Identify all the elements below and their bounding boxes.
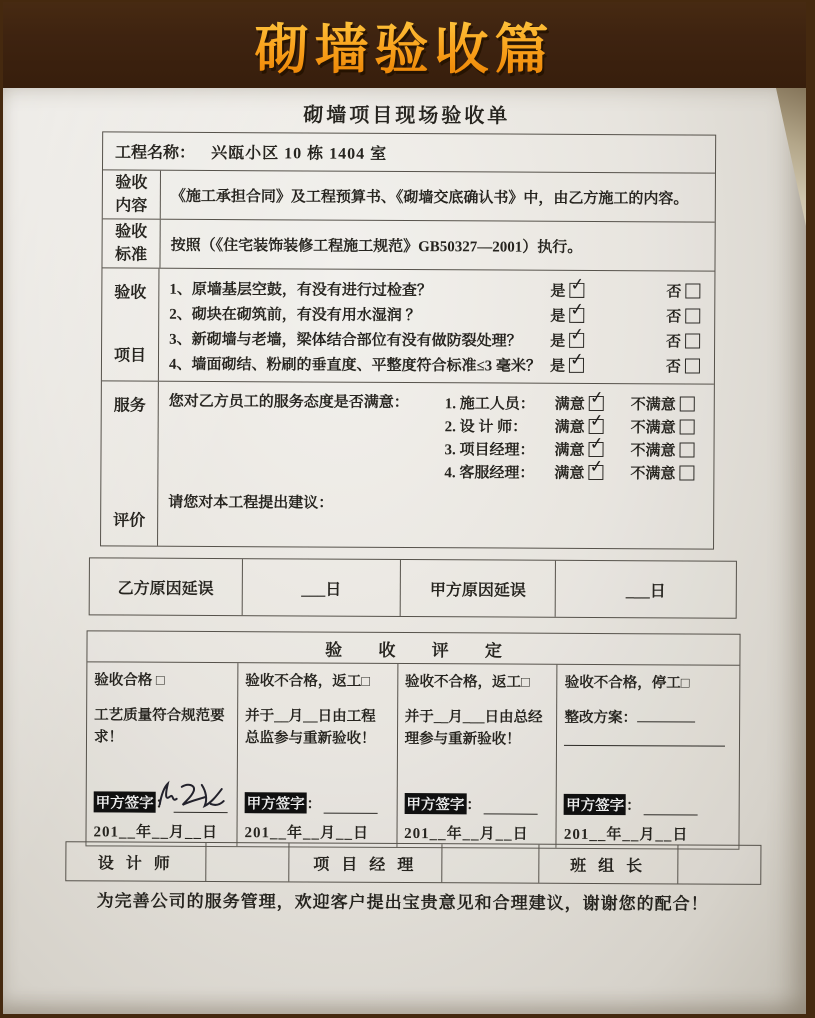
label-line: 标准	[114, 246, 148, 264]
inspection-question-row	[169, 351, 704, 379]
inspection-question-row	[169, 326, 704, 354]
no-option	[666, 305, 700, 326]
rating-row	[444, 387, 704, 415]
unsatisfied-checkbox	[680, 442, 695, 457]
inspection-items-cell	[159, 269, 715, 384]
check-mark-icon: ✓	[588, 433, 605, 455]
yes-label: 是	[550, 333, 566, 350]
yes-option	[550, 324, 586, 351]
paper-sheet	[3, 88, 806, 1014]
no-option	[666, 330, 700, 351]
banner-title: 砌墙验收篇	[255, 7, 555, 84]
yes-checkbox	[569, 274, 586, 298]
question-text: 3、新砌墙与老墙，梁体结合部位有没有做防裂处理？	[169, 331, 522, 350]
inspection-question-row	[169, 276, 704, 304]
blank-line	[564, 729, 725, 747]
blank-line	[637, 709, 695, 722]
unsatisfied-checkbox	[679, 465, 694, 480]
rating-name: 1. 施工人员：	[444, 396, 535, 413]
evaluation-option-title: 验收合格 □	[94, 672, 165, 689]
yes-option	[550, 274, 586, 301]
yes-label: 是	[550, 308, 566, 325]
designer-label-cell: 设 计 师	[97, 854, 174, 873]
sign-row	[404, 772, 549, 823]
party-a-sign-label: 甲方签字	[94, 791, 156, 812]
footer-note: 为完善公司的服务管理，欢迎客户提出宝贵意见和合理建议，谢谢您的配合！	[96, 891, 709, 914]
no-option	[666, 355, 700, 376]
satisfied-checkbox	[588, 387, 606, 411]
party-b-delay-label: 乙方原因延误	[117, 579, 214, 598]
label-line: 内容	[115, 197, 148, 215]
party-a-sign-label: 甲方签字	[404, 793, 466, 814]
sign-row	[94, 770, 230, 821]
no-label: 否	[666, 334, 682, 351]
acceptance-content-label	[103, 170, 161, 218]
sign-colon: ：	[306, 796, 322, 813]
check-mark-icon: ✓	[588, 456, 605, 478]
no-checkbox	[685, 283, 700, 298]
label-line: 服务	[113, 397, 146, 415]
form-title: 砌墙项目现场验收单	[303, 104, 511, 128]
rating-row	[444, 410, 704, 438]
project-name-row	[103, 132, 715, 172]
unsatisfied-checkbox	[680, 419, 695, 434]
no-checkbox	[685, 333, 700, 348]
acceptance-standard-text: 按照（《住宅装饰装修工程施工规范》GB50327—2001）执行。	[170, 237, 583, 256]
project-manager-label-cell: 项 目 经 理	[288, 843, 441, 882]
yes-no-group	[549, 349, 704, 377]
check-mark-icon: ✓	[569, 299, 586, 321]
yes-option	[550, 299, 586, 326]
evaluation-column-stop-work	[556, 665, 740, 849]
evaluation-option-body	[564, 707, 732, 774]
check-mark-icon: ✓	[569, 324, 586, 346]
sign-colon: ：	[155, 795, 171, 812]
yes-checkbox	[569, 324, 586, 348]
designer-sign-cell	[205, 843, 288, 881]
evaluation-option-body: 并于__月__日由工程总监参与重新验收！	[244, 708, 376, 747]
no-label: 否	[665, 359, 682, 376]
check-mark-icon: ✓	[588, 387, 606, 409]
handwritten-signature	[156, 779, 228, 815]
yes-option	[549, 349, 586, 376]
unsatisfied-label: 不满意	[630, 466, 676, 483]
date-line: 201__年__月__日	[563, 826, 689, 844]
yes-no-group	[550, 274, 704, 302]
check-mark-icon: ✓	[569, 274, 586, 296]
foreman-sign-cell	[677, 845, 760, 883]
yes-checkbox	[569, 349, 586, 373]
evaluation-column-pass	[86, 662, 237, 846]
question-text: 4、墙面砌结、粉刷的垂直度、平整度符合标准≤3 毫米？	[168, 356, 542, 375]
rectification-plan-label: 整改方案：	[564, 709, 638, 727]
label-line: 验收	[115, 223, 148, 241]
service-evaluation-label	[101, 381, 159, 545]
inspection-question-row	[169, 301, 704, 329]
satisfied-label: 满意	[554, 396, 585, 413]
rating-name: 4. 客服经理：	[444, 465, 535, 482]
service-question: 您对乙方员工的服务态度是否满意：	[168, 393, 409, 412]
evaluation-option-body: 工艺质量符合规范要求！	[93, 707, 225, 746]
satisfied-label: 满意	[554, 419, 585, 436]
question-text: 2、砌块在砌筑前，有没有用水湿润 ？	[169, 306, 421, 325]
label-line: 项目	[113, 347, 147, 365]
acceptance-content-cell	[161, 171, 715, 222]
check-mark-icon: ✓	[588, 410, 605, 432]
rating-name: 3. 项目经理：	[444, 442, 535, 459]
sign-row	[564, 773, 732, 824]
unsatisfied-label: 不满意	[630, 397, 676, 414]
rating-row	[444, 433, 703, 461]
label-line: 验收	[115, 174, 148, 192]
evaluation-option-title: 验收不合格，返工□	[404, 674, 530, 691]
rating-row	[444, 456, 703, 484]
evaluation-table	[85, 630, 740, 849]
unsatisfied-checkbox	[680, 396, 695, 411]
acceptance-content-row	[103, 169, 715, 221]
sign-row	[245, 771, 390, 822]
label-line: 评价	[113, 512, 146, 530]
project-name-label: 工程名称：	[115, 144, 196, 162]
inspection-items-label	[102, 268, 160, 380]
party-a-delay-label: 甲方原因延误	[400, 560, 555, 617]
satisfied-checkbox	[588, 433, 605, 457]
party-a-delay-days: ___日	[555, 561, 736, 618]
form-content	[3, 88, 806, 1014]
date-line: 201__年__月__日	[93, 824, 219, 842]
check-mark-icon: ✓	[569, 349, 586, 371]
date-line: 201__年__月__日	[244, 825, 370, 842]
rating-name: 2. 设 计 师：	[444, 419, 528, 436]
evaluation-column-rework-supervisor	[236, 663, 397, 847]
satisfied-checkbox	[588, 410, 605, 434]
yes-no-group	[550, 299, 704, 327]
acceptance-standard-cell	[160, 220, 714, 271]
satisfied-option	[554, 456, 630, 483]
unsatisfied-label: 不满意	[630, 443, 676, 460]
yes-no-group	[550, 324, 704, 352]
acceptance-standard-row	[102, 218, 714, 270]
unsatisfied-option	[631, 416, 695, 437]
signature-line	[644, 801, 698, 815]
sign-colon: ：	[626, 798, 641, 815]
inspection-items-row	[102, 267, 715, 383]
no-label: 否	[666, 284, 682, 301]
party-a-sign-label: 甲方签字	[564, 794, 626, 815]
no-checkbox	[685, 358, 700, 373]
acceptance-standard-label	[102, 219, 160, 267]
no-label: 否	[666, 309, 682, 326]
suggestion-label: 请您对本工程提出建议：	[168, 494, 334, 512]
sign-colon: ：	[466, 797, 481, 814]
foreman-label-cell: 班 组 长	[538, 845, 677, 884]
yes-label: 是	[549, 358, 566, 375]
header-banner	[3, 2, 806, 88]
service-evaluation-row	[101, 380, 714, 548]
roles-table	[65, 841, 761, 885]
evaluation-header: 验 收 评 定	[87, 631, 739, 665]
acceptance-content-text: 《施工承担合同》及工程预算书、《砌墙交底确认书》中，由乙方施工的内容。	[170, 188, 689, 207]
project-manager-sign-cell	[441, 844, 538, 883]
evaluation-option-title: 验收不合格，返工□	[245, 673, 371, 690]
signature-line	[324, 800, 378, 814]
unsatisfied-label: 不满意	[630, 420, 676, 437]
unsatisfied-option	[631, 393, 695, 414]
no-option	[666, 280, 700, 301]
unsatisfied-option	[630, 439, 694, 460]
question-text: 1、原墙基层空鼓，有没有进行过检查？	[169, 281, 432, 300]
satisfied-checkbox	[588, 456, 605, 480]
party-b-delay-days: ___日	[241, 559, 400, 616]
main-table	[100, 131, 716, 549]
no-checkbox	[685, 308, 700, 323]
yes-checkbox	[569, 299, 586, 323]
service-evaluation-cell	[158, 382, 714, 549]
evaluation-option-body: 并于__月___日由总经理参与重新验收！	[404, 709, 543, 748]
satisfied-label: 满意	[554, 442, 585, 459]
evaluation-column-rework-manager	[396, 664, 557, 848]
party-a-sign-label: 甲方签字	[245, 792, 307, 813]
project-name-value: 兴瓯小区 10 栋 1404 室	[211, 144, 388, 163]
signature-line	[484, 800, 538, 814]
evaluation-option-title: 验收不合格，停工□	[564, 674, 690, 692]
satisfied-label: 满意	[554, 465, 585, 482]
yes-label: 是	[550, 283, 566, 300]
label-line: 验收	[114, 284, 147, 302]
service-ratings	[444, 387, 703, 484]
service-ratings-block	[168, 387, 703, 485]
delay-table	[89, 557, 737, 618]
unsatisfied-option	[630, 462, 694, 483]
date-line: 201__年__月__日	[404, 826, 529, 843]
evaluation-columns	[86, 662, 739, 848]
